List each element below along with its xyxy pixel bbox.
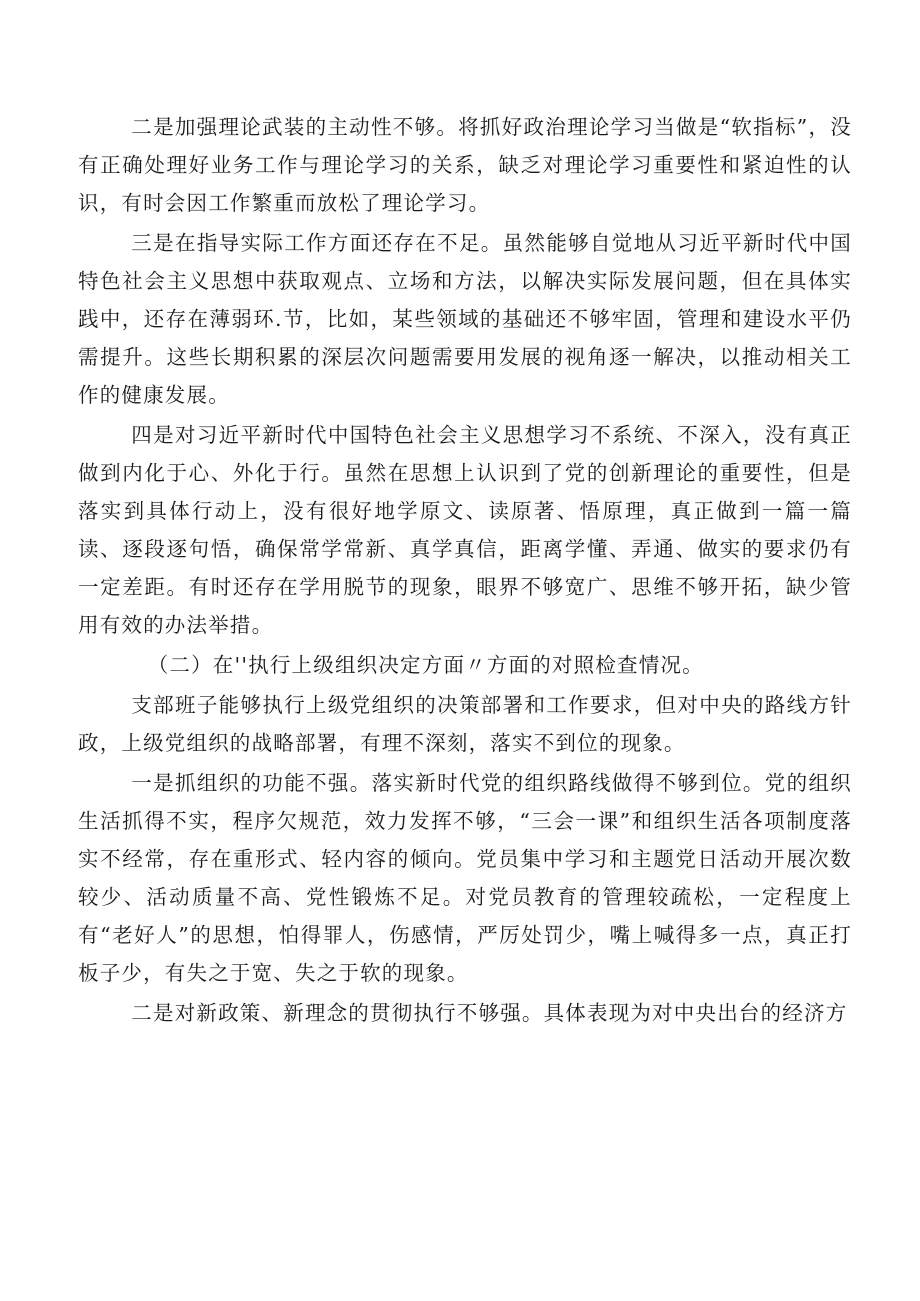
paragraph-practical-guidance: 三是在指导实际工作方面还存在不足。虽然能够自觉地从习近平新时代中国特色社会主义思想中获取观点、立场和方法，以解决实际发展问题，但在具体实践中，还存在薄弱环.节，比如，某些领域的基础还不够牢固，管理和建设水平仍需提升。这些长期积累的深层次问题需要用发展的视角逐一解决，以推动相关工作的健康发展。 [78,231,852,407]
paragraph-new-policy: 二是对新政策、新理念的贯彻执行不够强。具体表现为对中央出台的经济方 [131,1001,848,1025]
paragraph-branch-execution: 支部班子能够执行上级党组织的决策部署和工作要求，但对中央的路线方针政，上级党组织的战略部署，有理不深刻，落实不到位的现象。 [78,693,852,755]
paragraph-theory-initiative: 二是加强理论武装的主动性不够。将抓好政治理论学习当做是“软指标”，没有正确处理好业务工作与理论学习的关系，缺乏对理论学习重要性和紧迫性的认识，有时会因工作繁重而放松了理论学习。 [78,115,852,215]
section-heading: （二）在''执行上级组织决定方面〃方面的对照检查情况。 [147,653,704,677]
document-page [78,108,852,1034]
paragraph-organization-function: 一是抓组织的功能不强。落实新时代党的组织路线做得不够到位。党的组织生活抓得不实，程序欠规范，效力发挥不够，“三会一课”和组织生活各项制度落实不经常，存在重形式、轻内容的倾向。党员集中学习和主题党日活动开展次数较少、活动质量不高、党性锻炼不足。对党员教育的管理较疏松，一定程度上有“老好人”的思想，怕得罪人，伤感情，严厉处罚少，嘴上喊得多一点，真正打板子少，有失之于宽、失之于软的现象。 [78,771,852,985]
paragraph-systematic-study: 四是对习近平新时代中国特色社会主义思想学习不系统、不深入，没有真正做到内化于心、外化于行。虽然在思想上认识到了党的创新理论的重要性，但是落实到具体行动上，没有很好地学原文、读原著、悟原理，真正做到一篇一篇读、逐段逐句悟，确保常学常新、真学真信，距离学懂、弄通、做实的要求仍有一定差距。有时还存在学用脱节的现象，眼界不够宽广、思维不够开拓，缺少管用有效的办法举措。 [78,423,852,637]
